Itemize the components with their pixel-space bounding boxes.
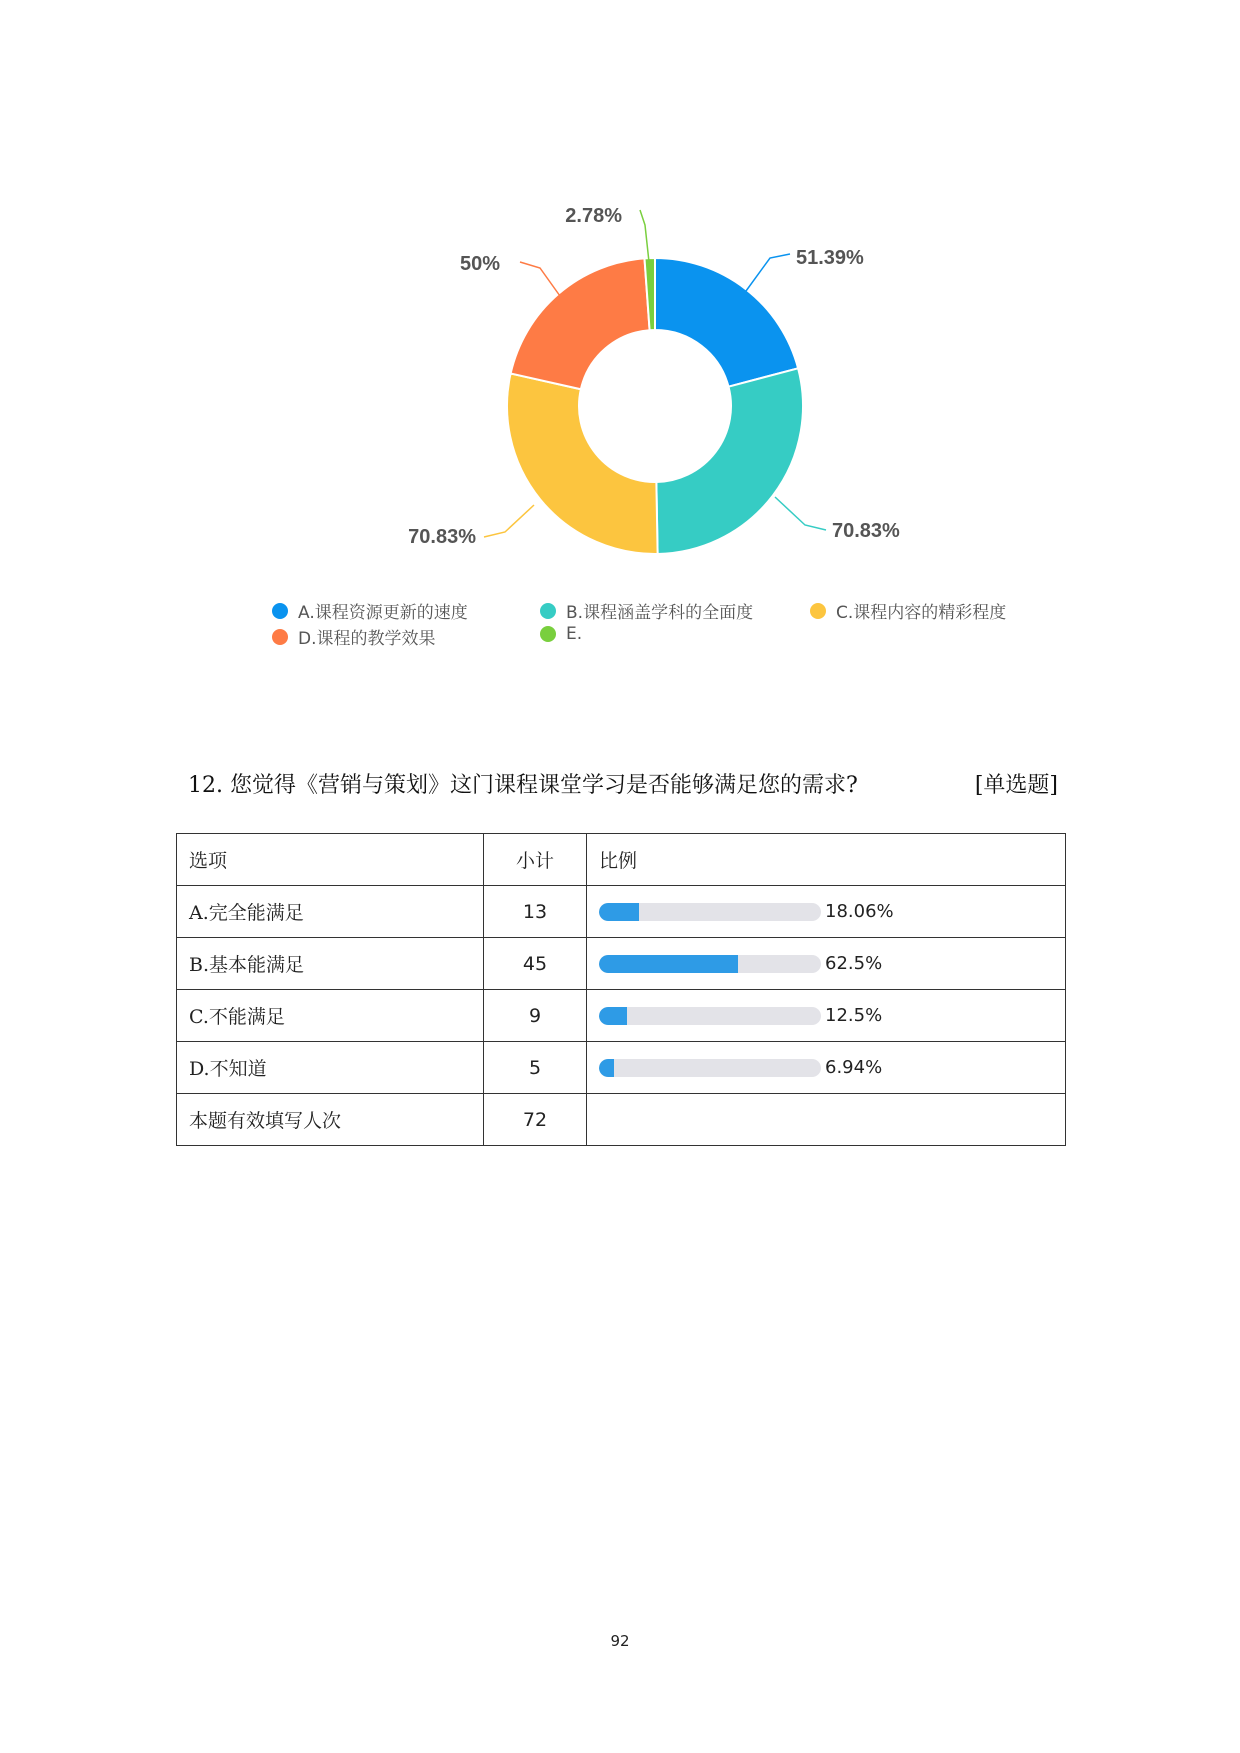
question-type: [单选题]: [974, 773, 1058, 798]
result-table: [176, 833, 1066, 1146]
donut-slice-c[interactable]: [507, 373, 658, 554]
row-count: 45: [484, 938, 587, 990]
header-count: 小计: [484, 834, 587, 886]
table-row: [177, 990, 1066, 1042]
legend-item-d[interactable]: [272, 624, 436, 649]
total-count: 72: [484, 1094, 587, 1146]
total-label: 本题有效填写人次: [177, 1094, 484, 1146]
row-ratio-cell: [587, 1042, 1066, 1094]
progress-bar: [599, 1007, 821, 1025]
donut-chart: [0, 0, 1240, 680]
leader-line-e: [640, 210, 649, 262]
leader-line-a: [746, 254, 790, 291]
data-label-d: 50%: [459, 253, 500, 275]
progress-bar-fill: [599, 1059, 614, 1077]
row-option: A.完全能满足: [177, 886, 484, 938]
header-option: 选项: [177, 834, 484, 886]
table-total-row: [177, 1094, 1066, 1146]
progress-bar-fill: [599, 955, 738, 973]
row-count: 13: [484, 886, 587, 938]
page-number: 92: [610, 1632, 630, 1650]
row-option: C.不能满足: [177, 990, 484, 1042]
legend-label-e: E.: [566, 624, 583, 644]
progress-bar-fill: [599, 1007, 627, 1025]
data-label-e: 2.78%: [565, 205, 622, 227]
row-ratio: 6.94%: [825, 1057, 883, 1078]
row-count: 9: [484, 990, 587, 1042]
header-ratio: 比例: [587, 834, 1066, 886]
legend-label-d: D.课程的教学效果: [298, 629, 436, 649]
row-ratio-cell: [587, 990, 1066, 1042]
legend-swatch-b: [540, 603, 556, 619]
row-ratio: 12.5%: [825, 1005, 883, 1026]
progress-bar-fill: [599, 903, 639, 921]
row-ratio-cell: [587, 886, 1066, 938]
legend-swatch-c: [810, 603, 826, 619]
row-ratio-cell: [587, 938, 1066, 990]
legend-item-c[interactable]: [810, 598, 1006, 623]
legend-item-b[interactable]: [540, 598, 753, 623]
row-ratio: 62.5%: [825, 953, 883, 974]
legend-label-a: A.课程资源更新的速度: [298, 603, 468, 623]
legend-swatch-d: [272, 629, 288, 645]
row-count: 5: [484, 1042, 587, 1094]
progress-bar: [599, 1059, 821, 1077]
progress-bar: [599, 903, 821, 921]
legend-swatch-e: [540, 626, 556, 642]
legend-label-b: B.课程涵盖学科的全面度: [566, 603, 754, 623]
progress-bar: [599, 955, 821, 973]
legend-item-a[interactable]: [272, 598, 468, 623]
legend-label-c: C.课程内容的精彩程度: [836, 603, 1007, 623]
legend-item-e[interactable]: [540, 624, 582, 644]
data-label-b: 70.83%: [832, 520, 900, 542]
row-ratio: 18.06%: [825, 901, 894, 922]
data-label-c: 70.83%: [408, 526, 476, 548]
leader-line-d: [520, 262, 560, 296]
row-option: D.不知道: [177, 1042, 484, 1094]
table-row: [177, 886, 1066, 938]
leader-line-b: [775, 497, 826, 530]
question-text: 12. 您觉得《营销与策划》这门课程课堂学习是否能够满足您的需求?: [188, 773, 858, 798]
total-ratio-cell: [587, 1094, 1066, 1146]
table-row: [177, 1042, 1066, 1094]
row-option: B.基本能满足: [177, 938, 484, 990]
donut-slice-d[interactable]: [511, 258, 650, 389]
donut-slice-a[interactable]: [655, 258, 798, 387]
table-row: [177, 938, 1066, 990]
question-heading: [188, 768, 1058, 799]
leader-line-c: [484, 505, 534, 537]
donut-slice-b[interactable]: [656, 368, 803, 554]
data-label-a: 51.39%: [796, 247, 864, 269]
table-header-row: [177, 834, 1066, 886]
legend-swatch-a: [272, 603, 288, 619]
